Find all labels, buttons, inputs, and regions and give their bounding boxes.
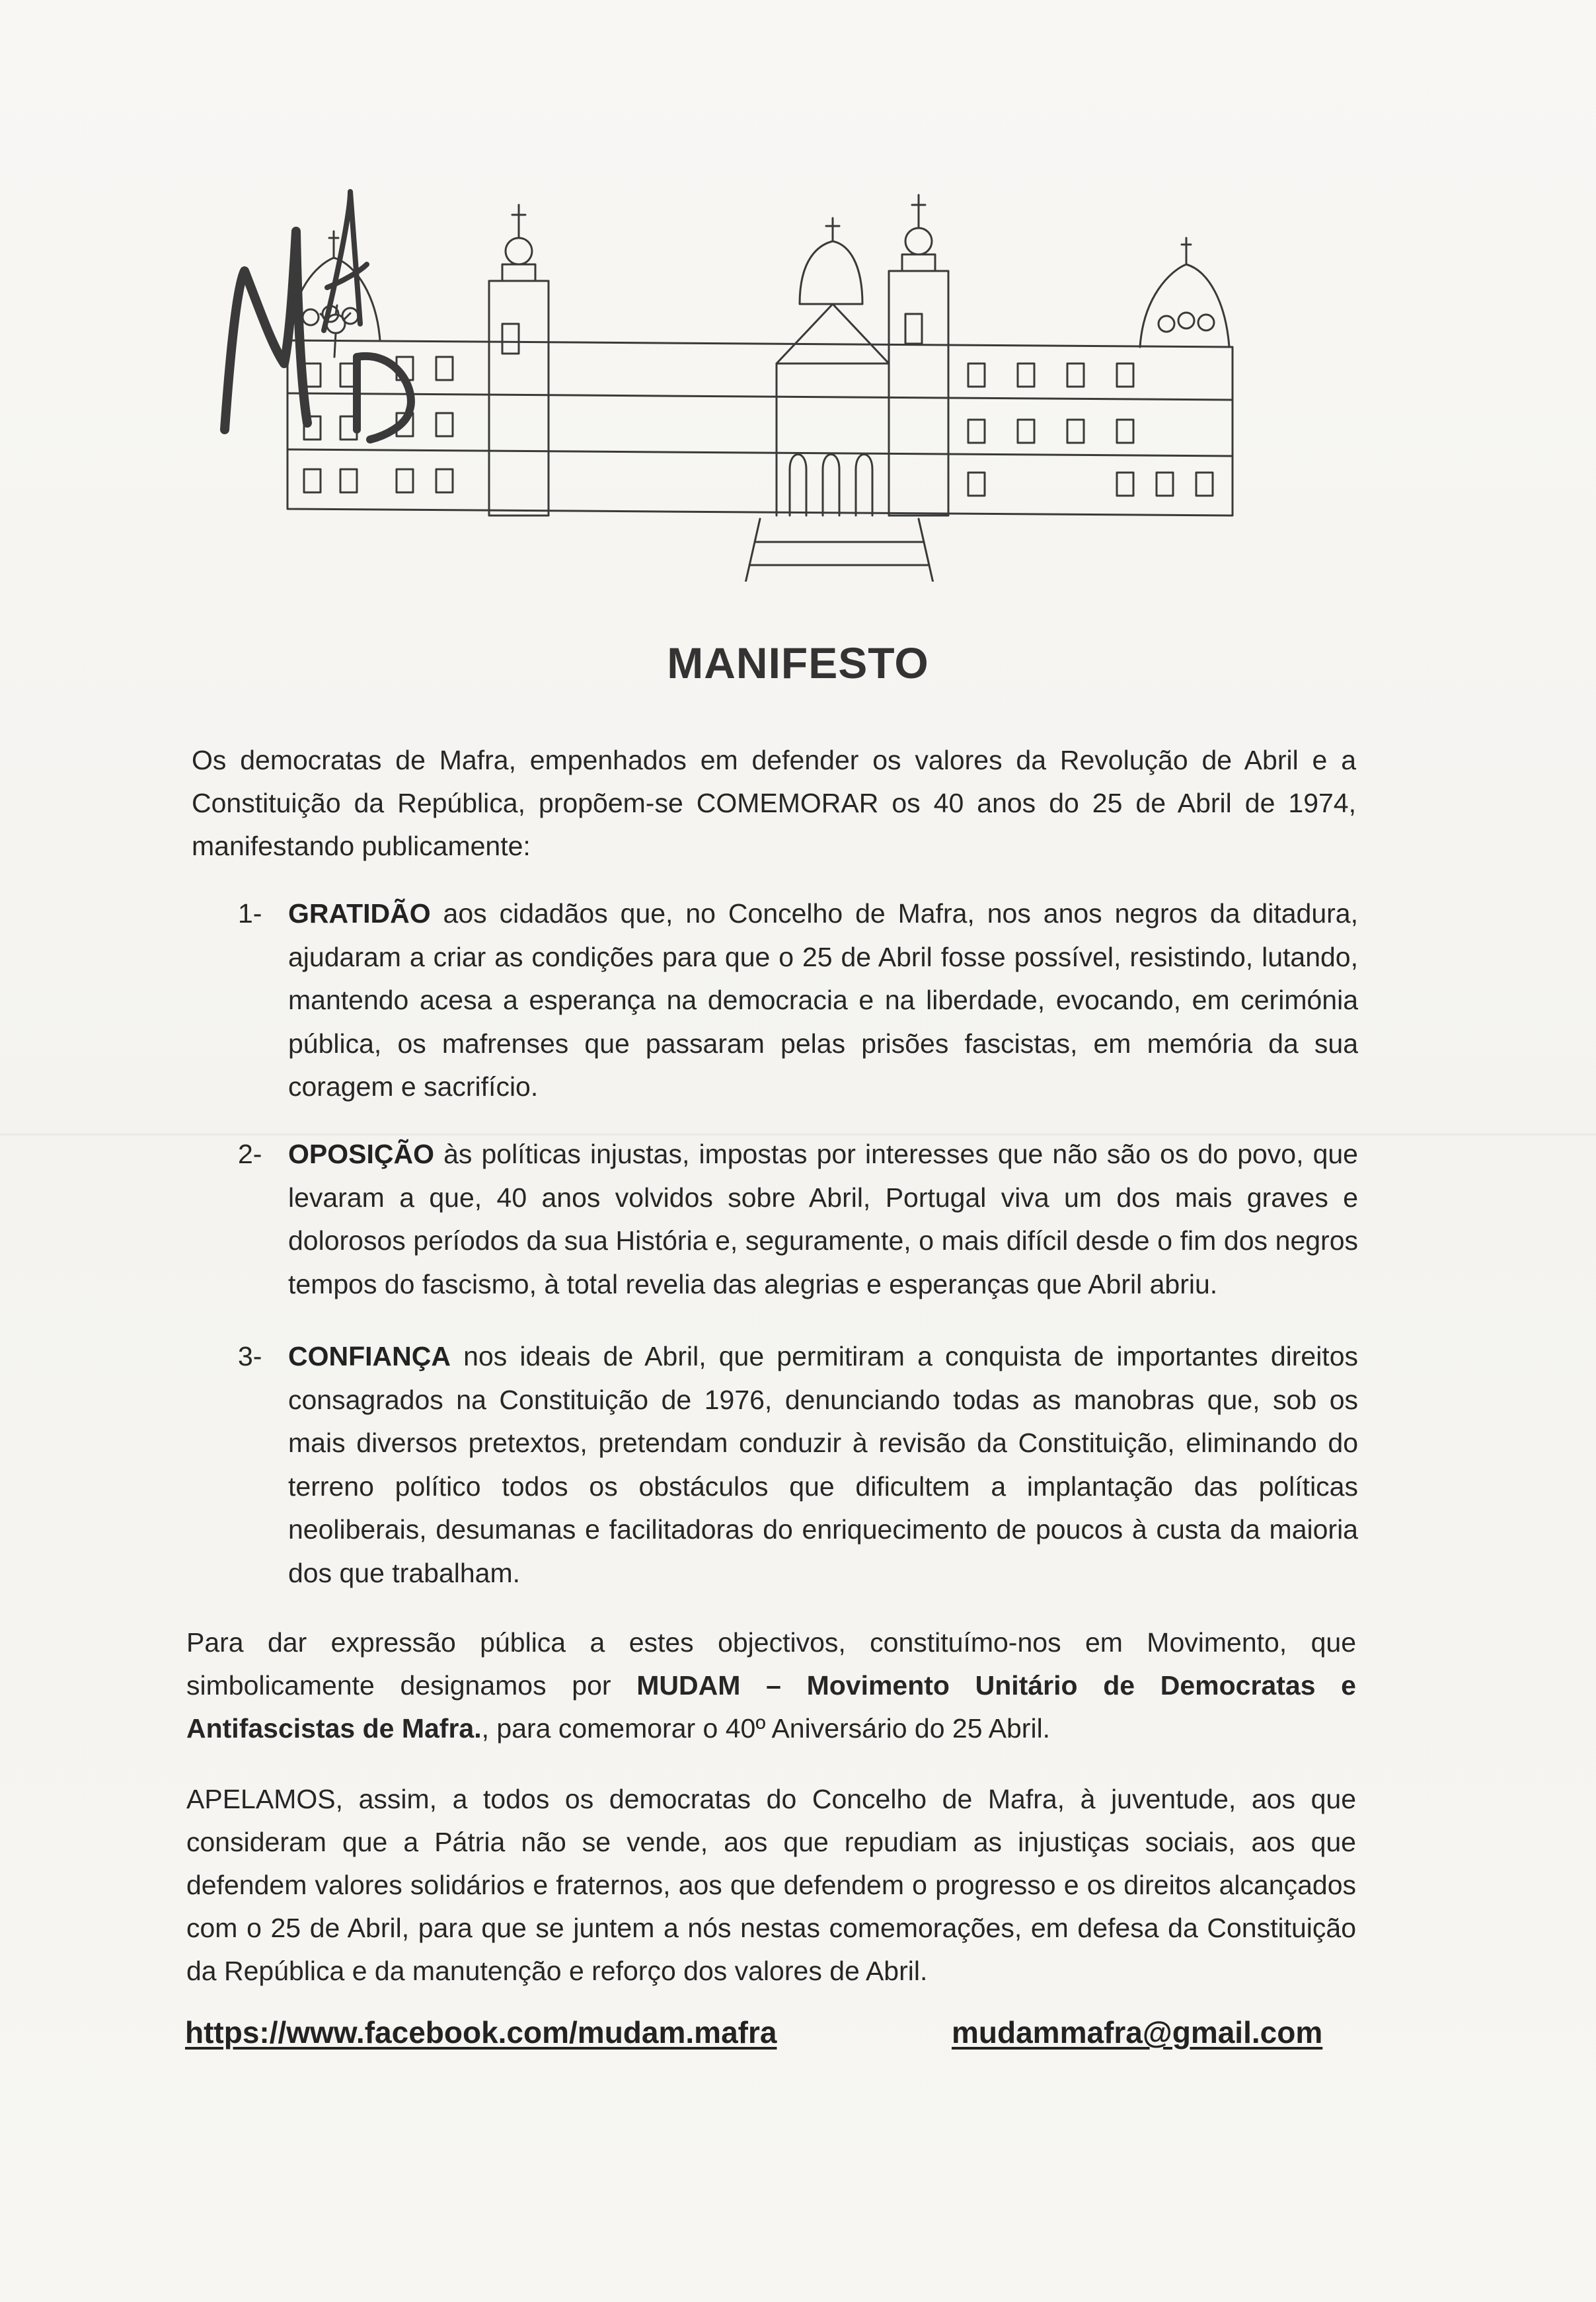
movement-text-before: Para dar expressão pública a estes objectivos, constituímo-nos em Movimento, que simbolicamente designamos por [186,1627,1356,1701]
intro-paragraph: Os democratas de Mafra, empenhados em defender os valores da Revolução de Abril e a Constituição da República, propõem-se COMEMORAR os 40 anos do 25 de Abril de 1974, manifestando publicamente: [192,745,1356,861]
movement-text-after: , para comemorar o 40º Aniversário do 25 Abril. [481,1713,1051,1744]
page-title: MANIFESTO [667,638,929,687]
palace-stairs [727,519,952,582]
item-number: 2- [238,1139,262,1169]
appeal-paragraph: APELAMOS, assim, a todos os democratas do Concelho de Mafra, à juventude, aos que consideram que a Pátria não se vende, aos que repudiam as injustiças sociais, aos que defendem valores solidários e fraternos, aos que defendem o progresso e os direitos alcançados com o 25 de Abril, para que se juntem a nós nestas comemorações, em defesa da Constituição da República e da manutenção e reforço dos valores de Abril. [186,1784,1356,1986]
palace-drawing [287,195,1233,582]
facebook-link[interactable]: https://www.facebook.com/mudam.mafra [185,2015,777,2050]
item-keyword: OPOSIÇÃO [288,1139,434,1169]
item-text: às políticas injustas, impostas por interesses que não são os do povo, que levaram a que, 40 anos volvidos sobre Abril, Portugal viva um dos mais graves e dolorosos períodos da sua História e, seguramente, o mais difícil desde o fim dos negros tempos do fascismo, à total revelia das alegrias e esperanças que Abril abriu. [288,1139,1358,1299]
item-number: 3- [238,1341,262,1371]
logo-letter-d [357,356,411,440]
manifesto-item [238,1335,1358,1595]
item-text: aos cidadãos que, no Concelho de Mafra, nos anos negros da ditadura, ajudaram a criar as condições para que o 25 de Abril fosse possível, resistindo, lutando, mantendo acesa a esperança na democracia e na liberdade, evocando, em cerimónia pública, os mafrenses que passaram pelas prisões fascistas, em memória da sua coragem e sacrifício. [288,898,1358,1102]
item-text: nos ideais de Abril, que permitiram a conquista de importantes direitos consagrados na Constituição de 1976, denunciando todas as manobras que, sob os mais diversos pretextos, pretendam conduzir à revisão da Constituição, eliminando do terreno político todos os obstáculos que dificultem a implantação das políticas neoliberais, desumanas e facilitadoras do enriquecimento de poucos à custa da maioria dos que trabalham. [288,1341,1358,1588]
item-keyword: GRATIDÃO [288,898,431,929]
logo-letter-m [225,231,307,430]
movement-paragraph [186,1621,1356,1750]
item-keyword: CONFIANÇA [288,1341,451,1371]
movement-name: MUDAM – Movimento Unitário de Democratas e Antifascistas de Mafra. [186,1670,1356,1744]
mudam-logo [218,172,1375,582]
manifesto-item [238,892,1358,1109]
manifesto-item [238,1133,1358,1306]
email-link[interactable]: mudammafra@gmail.com [952,2015,1323,2050]
item-number: 1- [238,898,262,929]
